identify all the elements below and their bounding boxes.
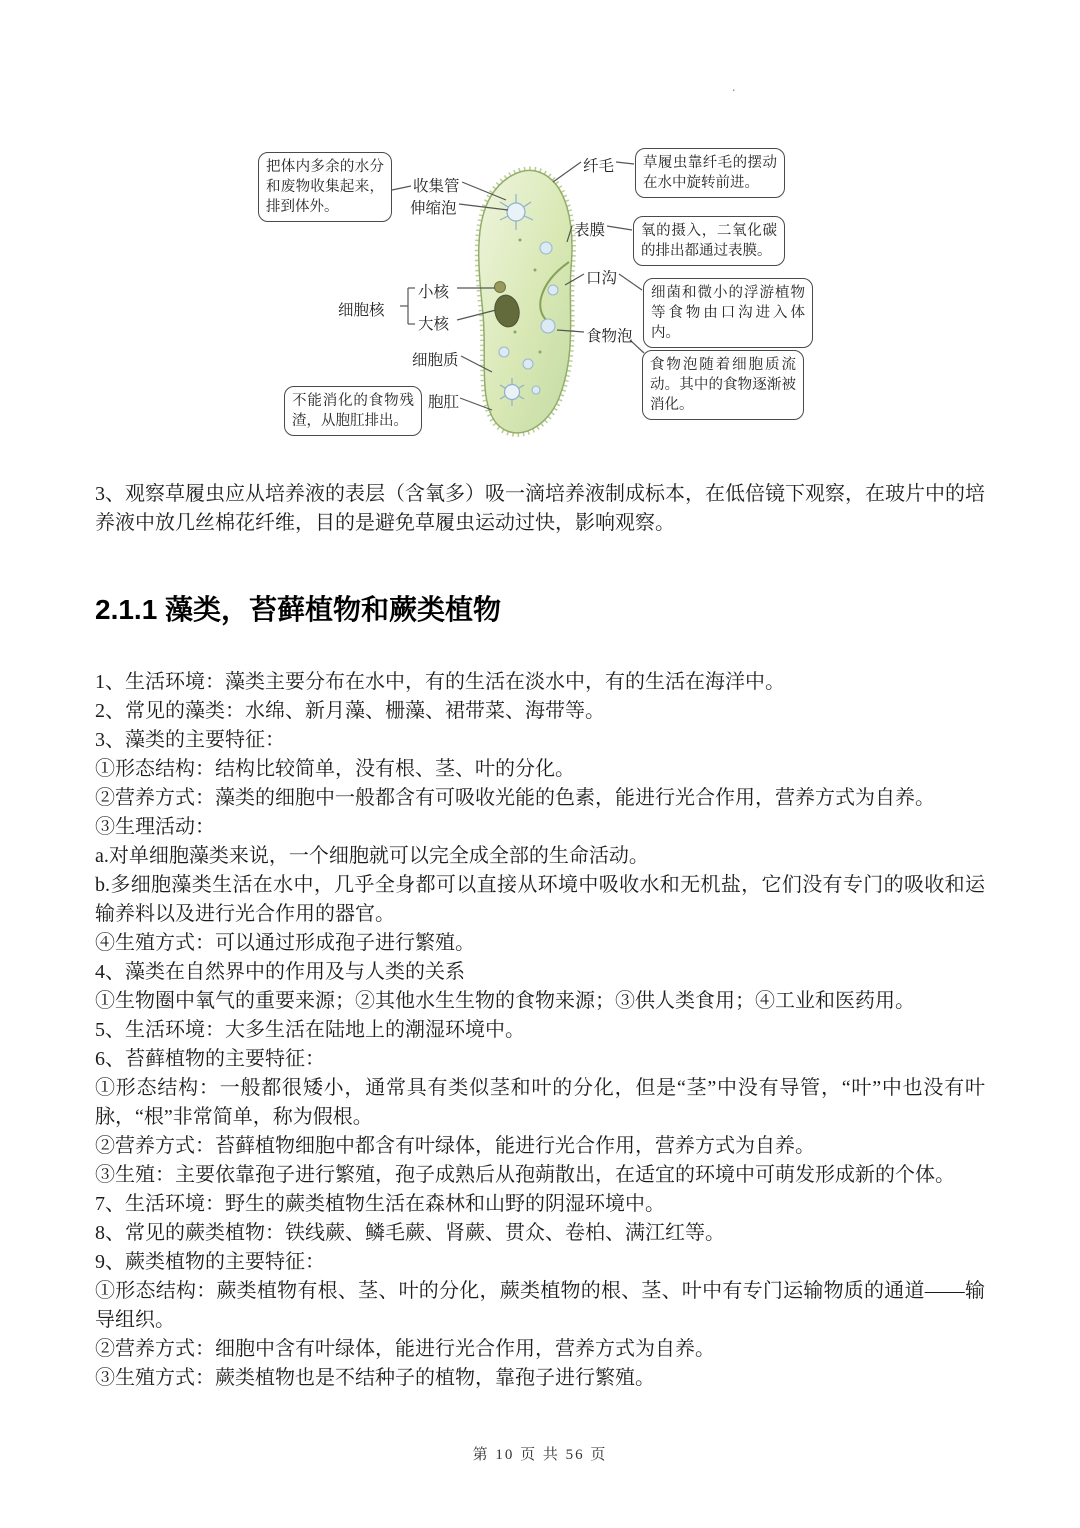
callout-cilia: 草履虫靠纤毛的摆动在水中旋转前进。 bbox=[635, 148, 785, 198]
body-line: 3、藻类的主要特征： bbox=[95, 729, 285, 751]
body-line: ①形态结构：蕨类植物有根、茎、叶的分化，蕨类植物的根、茎、叶中有专门运输物质的通道——输导组织。 bbox=[95, 1280, 985, 1331]
body-line: 5、生活环境：大多生活在陆地上的潮湿环境中。 bbox=[95, 1019, 525, 1041]
micronucleus-shape bbox=[495, 282, 506, 293]
label-anal-pore: 胞肛 bbox=[428, 394, 460, 411]
body-line: 4、藻类在自然界中的作用及与人类的关系 bbox=[95, 961, 465, 983]
callout-food-vacuole: 食物泡随着细胞质流动。其中的食物逐渐被消化。 bbox=[642, 350, 804, 420]
body-line: ①生物圈中氧气的重要来源；②其他水生生物的食物来源；③供人类食用；④工业和医药用。 bbox=[95, 990, 915, 1012]
body-line: 2、常见的藻类：水绵、新月藻、栅藻、裙带菜、海带等。 bbox=[95, 700, 605, 722]
label-pellicle: 表膜 bbox=[574, 222, 606, 239]
body-line: 1、生活环境：藻类主要分布在水中，有的生活在淡水中，有的生活在海洋中。 bbox=[95, 671, 785, 693]
label-food-vacuole: 食物泡 bbox=[586, 328, 633, 345]
body-line: ②营养方式：细胞中含有叶绿体，能进行光合作用，营养方式为自养。 bbox=[95, 1338, 715, 1360]
cell-body bbox=[479, 170, 572, 432]
label-macronucleus: 大核 bbox=[418, 316, 450, 333]
body-line: b.多细胞藻类生活在水中，几乎全身都可以直接从环境中吸收水和无机盐，它们没有专门的吸收和运输养料以及进行光合作用的器官。 bbox=[95, 874, 985, 925]
body-line: ③生殖：主要依靠孢子进行繁殖，孢子成熟后从孢蒴散出，在适宜的环境中可萌发形成新的个体。 bbox=[95, 1164, 955, 1186]
label-cytoplasm: 细胞质 bbox=[412, 352, 459, 369]
body-line: ③生理活动： bbox=[95, 816, 215, 838]
body-line: ②营养方式：藻类的细胞中一般都含有可吸收光能的色素，能进行光合作用，营养方式为自养。 bbox=[95, 787, 935, 809]
paramecium-diagram bbox=[250, 140, 1080, 462]
observation-note: 3、观察草履虫应从培养液的表层（含氧多）吸一滴培养液制成标本，在低倍镜下观察，在玻片中的培养液中放几丝棉花纤维，目的是避免草履虫运动过快，影响观察。 bbox=[95, 483, 985, 534]
label-cilia: 纤毛 bbox=[583, 158, 615, 175]
body-line: ④生殖方式：可以通过形成孢子进行繁殖。 bbox=[95, 932, 475, 954]
body-line: ①形态结构：结构比较简单，没有根、茎、叶的分化。 bbox=[95, 758, 575, 780]
label-micronucleus: 小核 bbox=[418, 284, 450, 301]
label-nucleus: 细胞核 bbox=[338, 302, 385, 319]
callout-pellicle: 氧的摄入，二氧化碳的排出都通过表膜。 bbox=[633, 216, 785, 266]
label-oral-groove: 口沟 bbox=[586, 270, 618, 287]
body-line: 9、蕨类植物的主要特征： bbox=[95, 1251, 325, 1273]
body-line: ③生殖方式：蕨类植物也是不结种子的植物，靠孢子进行繁殖。 bbox=[95, 1367, 655, 1389]
callout-oral-groove: 细菌和微小的浮游植物等食物由口沟进入体内。 bbox=[643, 278, 813, 348]
page-content bbox=[0, 140, 1080, 1393]
body-line: 8、常见的蕨类植物：铁线蕨、鳞毛蕨、肾蕨、贯众、卷柏、满江红等。 bbox=[95, 1222, 725, 1244]
callout-anal-pore: 不能消化的食物残渣，从胞肛排出。 bbox=[284, 386, 422, 436]
body-line: ②营养方式：苔藓植物细胞中都含有叶绿体，能进行光合作用，营养方式为自养。 bbox=[95, 1135, 815, 1157]
callout-water-waste: 把体内多余的水分和废物收集起来，排到体外。 bbox=[258, 152, 392, 222]
body-line: 6、苔藓植物的主要特征： bbox=[95, 1048, 325, 1070]
body-line: 7、生活环境：野生的蕨类植物生活在森林和山野的阴湿环境中。 bbox=[95, 1193, 665, 1215]
stray-dot: . bbox=[732, 80, 736, 95]
label-collecting-canal: 收集管 bbox=[413, 178, 460, 195]
label-contractile-vacuole: 伸缩泡 bbox=[410, 200, 457, 217]
body-line: ①形态结构：一般都很矮小，通常具有类似茎和叶的分化，但是“茎”中没有导管，“叶”中也没有叶脉，“根”非常简单，称为假根。 bbox=[95, 1077, 985, 1128]
section-body bbox=[95, 668, 985, 1393]
section-heading: 2.1.1 藻类，苔藓植物和蕨类植物 bbox=[95, 594, 502, 625]
page-footer: 第 10 页 共 56 页 bbox=[472, 1447, 608, 1463]
body-line: a.对单细胞藻类来说，一个细胞就可以完全成全部的生命活动。 bbox=[95, 845, 649, 867]
